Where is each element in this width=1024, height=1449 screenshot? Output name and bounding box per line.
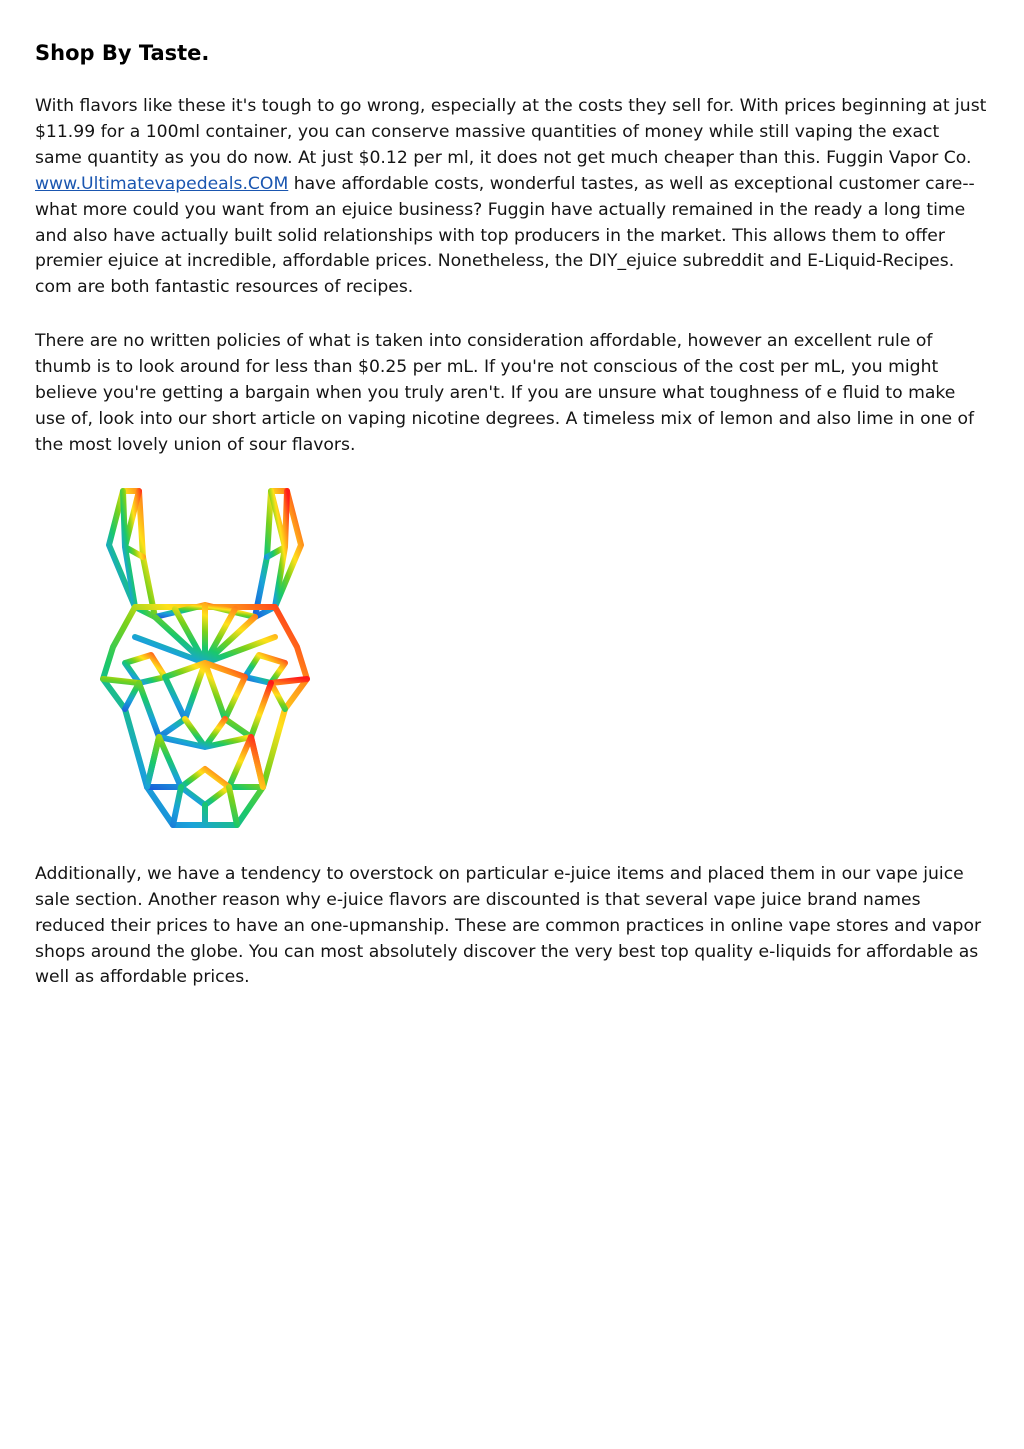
ultimatevapedeals-link[interactable]: www.Ultimatevapedeals.COM xyxy=(35,173,289,194)
llama-logo-image xyxy=(95,487,315,832)
paragraph-3: Additionally, we have a tendency to overstock on particular e-juice items and placed them in our vape juice sale section. Another reason why e-juice flavors are discounted is that several vape juice brand names reduced their prices to have an one-upmanship. These are common practices in online vape stores and vapor shops around the globe. You can most absolutely discover the very best top quality e-liquids for affordable as well as affordable prices. xyxy=(35,863,982,988)
rainbow-geometric-llama-head-icon xyxy=(95,487,315,832)
paragraph-1-text-before: With flavors like these it's tough to go wrong, especially at the costs they sell for. With prices beginning at just $11.99 for a 100ml container, you can conserve massive quantities of money while still vaping the exact same quantity as you do now. At just $0.12 per ml, it does not get much cheaper than this. Fuggin Vapor Co. xyxy=(35,96,987,168)
paragraph-1-text-after: have affordable costs, wonderful tastes, as well as exceptional customer care-- what more could you want from an ejuice business? Fuggin have actually remained in the ready a long time and also have actually built solid relationships with top producers in the market. This allows them to offer premier ejuice at incredible, affordable prices. Nonetheless, the DIY_ejuice subreddit and E-Liquid-Recipes. com are both fantastic resources of recipes. xyxy=(35,173,975,298)
page-title: Shop By Taste. xyxy=(35,41,210,65)
document-page xyxy=(35,38,990,1019)
paragraph-2: There are no written policies of what is taken into consideration affordable, however an excellent rule of thumb is to look around for less than $0.25 per mL. If you're not conscious of the cost per mL, you might believe you're getting a bargain when you truly aren't. If you are unsure what toughness of e fluid to make use of, look into our short article on vaping nicotine degrees. A timeless mix of lemon and also lime in one of the most lovely union of sour flavors. xyxy=(35,331,975,455)
paragraph-1 xyxy=(35,94,990,301)
